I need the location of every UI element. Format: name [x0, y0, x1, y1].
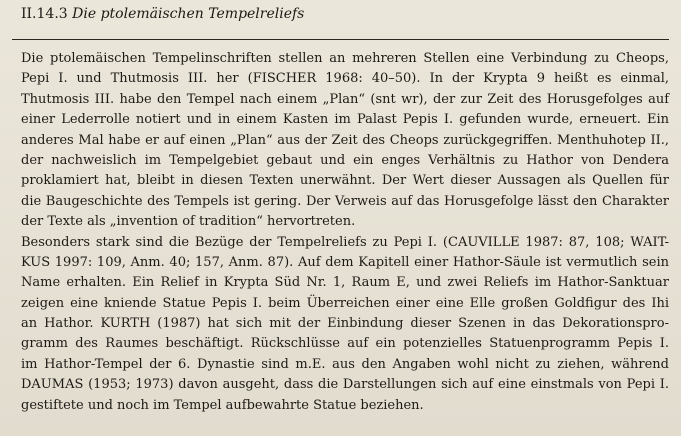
text-line: proklamiert hat, bleibt in diesen Texten unerwähnt. Der Wert dieser Aussagen als Quellen für — [21, 173, 669, 189]
text-line: Name erhalten. Ein Relief in Krypta Süd Nr. 1, Raum E, und zwei Reliefs im Hathor-Sanktuar — [21, 275, 669, 291]
body-text — [21, 49, 669, 416]
heading-rule — [12, 39, 669, 40]
text-line: der Texte als „invention of tradition“ hervortreten. — [21, 214, 356, 230]
section-title: Die ptolemäischen Tempelreliefs — [72, 6, 305, 22]
section-number: II.14.3 — [21, 6, 68, 22]
text-line: der nachweislich im Tempelgebiet gebaut und ein enges Verhältnis zu Hathor von Dendera — [21, 152, 669, 168]
text-line: KUS 1997: 109, Anm. 40; 157, Anm. 87). Auf dem Kapitell einer Hathor-Säule ist vermutlich sein — [21, 254, 669, 270]
text-line: zeigen eine kniende Statue Pepis I. beim Überreichen einer eine Elle großen Goldfigur des Ihi — [21, 295, 669, 311]
text-line: einer Lederrolle notiert und in einem Kasten im Palast Pepis I. gefunden wurde, erneuert. Ein — [21, 112, 669, 128]
text-line: gramm des Raumes beschäftigt. Rückschlüsse auf ein potenzielles Statuenprogramm Pepis I. — [21, 336, 669, 352]
text-line: Thutmosis III. habe den Tempel nach einem „Plan“ (snt wr), der zur Zeit des Horusgefolges auf — [21, 91, 669, 107]
text-line: an Hathor. KURTH (1987) hat sich mit der Einbindung dieser Szenen in das Dekorationspro- — [21, 316, 669, 332]
text-line: DAUMAS (1953; 1973) davon ausgeht, dass die Darstellungen sich auf eine einstmals von Pepi I. — [21, 377, 669, 393]
text-line: gestiftete und noch im Tempel aufbewahrte Statue beziehen. — [21, 397, 424, 413]
text-line: die Baugeschichte des Tempels ist gering. Der Verweis auf das Horusgefolge lässt den Charakter — [21, 193, 669, 209]
section-heading — [21, 6, 304, 22]
text-line: im Hathor-Tempel der 6. Dynastie sind m.E. aus den Angaben wohl nicht zu ziehen, während — [21, 356, 669, 372]
text-line: Besonders stark sind die Bezüge der Tempelreliefs zu Pepi I. (CAUVILLE 1987: 87, 108; WAIT- — [21, 234, 669, 250]
text-line: Die ptolemäischen Tempelinschriften stellen an mehreren Stellen eine Verbindung zu Cheops, — [21, 51, 669, 66]
text-line: anderes Mal habe er auf einen „Plan“ aus der Zeit des Cheops zurückgegriffen. Menthuhotep II., — [21, 132, 669, 148]
text-line: Pepi I. und Thutmosis III. her (FISCHER 1968: 40–50). In der Krypta 9 heißt es einmal, — [21, 71, 669, 87]
